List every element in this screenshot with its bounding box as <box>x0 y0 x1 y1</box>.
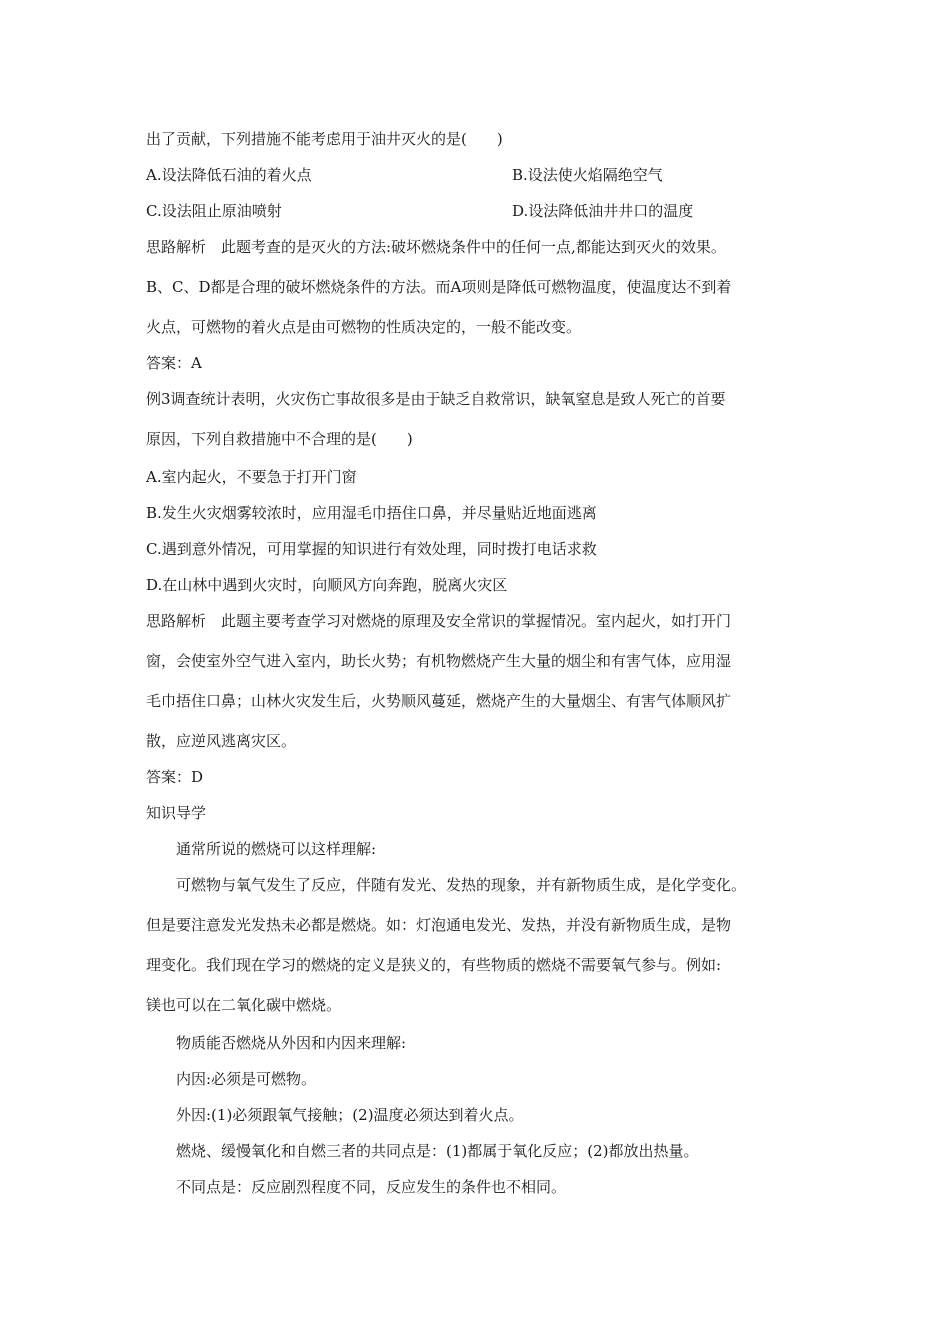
question-2-analysis-line: B、C、D都是合理的破坏燃烧条件的方法。而A项则是降低可燃物温度，使温度达不到着 <box>146 278 732 296</box>
guide-paragraph: 外因:(1)必须跟氧气接触；(2)温度必须达到着火点。 <box>176 1106 524 1124</box>
question-2-analysis-line: 思路解析 此题考查的是灭火的方法:破坏燃烧条件中的任何一点,都能达到灭火的效果。 <box>146 238 726 256</box>
question-2-stem: 出了贡献，下列措施不能考虑用于油井灭火的是( ) <box>146 130 503 148</box>
question-3-analysis-line: 思路解析 此题主要考查学习对燃烧的原理及安全常识的掌握情况。室内起火，如打开门 <box>146 612 732 630</box>
question-3-option-a: A.室内起火，不要急于打开门窗 <box>146 468 357 486</box>
guide-paragraph: 内因:必须是可燃物。 <box>176 1070 317 1088</box>
question-3-option-c: C.遇到意外情况，可用掌握的知识进行有效处理，同时拨打电话求救 <box>146 540 597 558</box>
question-3-analysis-line: 窗，会使室外空气进入室内，助长火势；有机物燃烧产生大量的烟尘和有害气体，应用湿 <box>146 652 732 670</box>
guide-paragraph-line: 镁也可以在二氧化碳中燃烧。 <box>146 996 342 1014</box>
question-2-option-a: A.设法降低石油的着火点 <box>146 166 312 184</box>
question-2-analysis-line: 火点，可燃物的着火点是由可燃物的性质决定的，一般不能改变。 <box>146 318 582 336</box>
guide-paragraph-line: 理变化。我们现在学习的燃烧的定义是狭义的，有些物质的燃烧不需要氧气参与。例如: <box>146 956 722 974</box>
guide-paragraph: 物质能否燃烧从外因和内因来理解: <box>176 1034 407 1052</box>
question-3-stem-line: 原因，下列自救措施中不合理的是( ) <box>146 430 413 448</box>
guide-paragraph: 不同点是：反应剧烈程度不同，反应发生的条件也不相同。 <box>176 1178 567 1196</box>
guide-paragraph-line: 但是要注意发光发热未必都是燃烧。如：灯泡通电发光、发热，并没有新物质生成，是物 <box>146 916 732 934</box>
guide-paragraph: 通常所说的燃烧可以这样理解: <box>176 840 377 858</box>
question-2-answer: 答案：A <box>146 354 202 372</box>
question-2-option-b: B.设法使火焰隔绝空气 <box>512 166 663 184</box>
question-3-analysis-line: 散，应逆风逃离灾区。 <box>146 732 297 750</box>
question-3-option-d: D.在山林中遇到火灾时，向顺风方向奔跑，脱离火灾区 <box>146 576 508 594</box>
question-3-answer: 答案：D <box>146 768 204 786</box>
question-3-option-b: B.发生火灾烟雾较浓时，应用湿毛巾捂住口鼻，并尽量贴近地面逃离 <box>146 504 597 522</box>
question-2-option-c: C.设法阻止原油喷射 <box>146 202 282 220</box>
question-3-analysis-line: 毛巾捂住口鼻；山林火灾发生后，火势顺风蔓延，燃烧产生的大量烟尘、有害气体顺风扩 <box>146 692 732 710</box>
guide-paragraph: 燃烧、缓慢氧化和自燃三者的共同点是：(1)都属于氧化反应；(2)都放出热量。 <box>176 1142 699 1160</box>
guide-paragraph-line: 可燃物与氧气发生了反应，伴随有发光、发热的现象，并有新物质生成，是化学变化。 <box>176 876 747 894</box>
question-2-option-d: D.设法降低油井井口的温度 <box>512 202 694 220</box>
question-3-stem-line: 例3调查统计表明，火灾伤亡事故很多是由于缺乏自救常识，缺氧窒息是致人死亡的首要 <box>146 390 726 408</box>
section-heading: 知识导学 <box>146 804 207 822</box>
